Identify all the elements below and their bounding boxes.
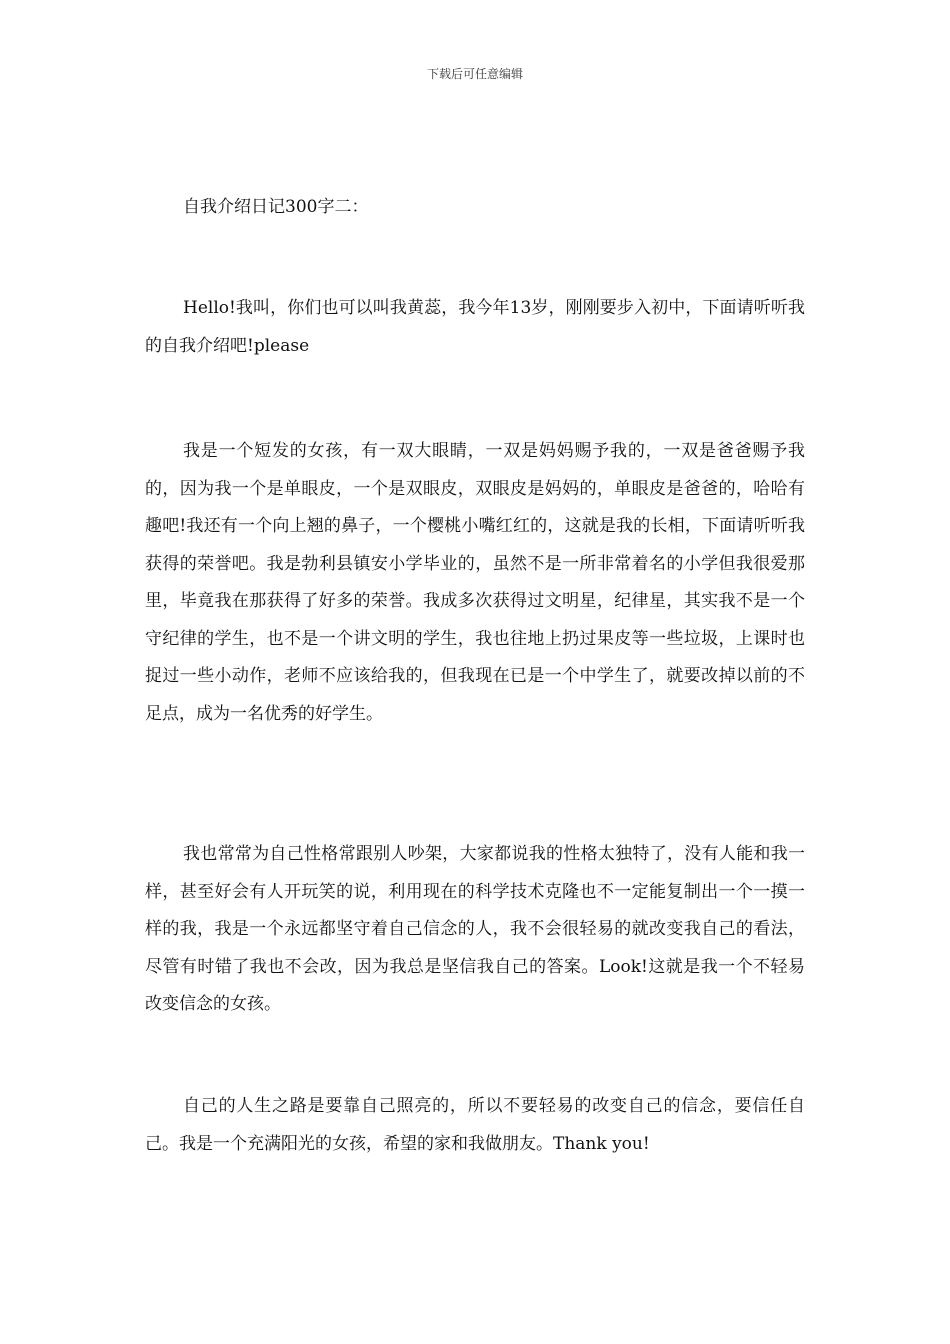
paragraph-intro: Hello!我叫，你们也可以叫我黄蕊，我今年13岁，刚刚要步入初中，下面请听听我的自我介绍吧!please — [145, 298, 805, 356]
document-title: 自我介绍日记300字二： — [183, 197, 369, 217]
page-header: 下载后可任意编辑 — [426, 67, 523, 81]
paragraph-conclusion: 自己的人生之路是要靠自己照亮的，所以不要轻易的改变自己的信念，要信任自己。我是一个充满阳光的女孩，希望的家和我做朋友。Thank you! — [145, 1096, 805, 1154]
paragraph-appearance: 我是一个短发的女孩，有一双大眼睛，一双是妈妈赐予我的，一双是爸爸赐予我的，因为我一个是单眼皮，一个是双眼皮，双眼皮是妈妈的，单眼皮是爸爸的，哈哈有趣吧!我还有一个向上翘的鼻子，一个樱桃小嘴红红的，这就是我的长相，下面请听听我获得的荣誉吧。我是勃利县镇安小学毕业的，虽然不是一所非常着名的小学但我很爱那里，毕竟我在那获得了好多的荣誉。我成多次获得过文明星，纪律星，其实我不是一个守纪律的学生，也不是一个讲文明的学生，我也往地上扔过果皮等一些垃圾，上课时也捉过一些小动作，老师不应该给我的，但我现在已是一个中学生了，就要改掉以前的不足点，成为一名优秀的好学生。 — [145, 441, 805, 724]
paragraph-personality: 我也常常为自己性格常跟别人吵架，大家都说我的性格太独特了，没有人能和我一样，甚至好会有人开玩笑的说，利用现在的科学技术克隆也不一定能复制出一个一摸一样的我，我是一个永远都坚守着自己信念的人，我不会很轻易的就改变我自己的看法，尽管有时错了我也不会改，因为我总是坚信我自己的答案。Look!这就是我一个不轻易改变信念的女孩。 — [145, 844, 805, 1014]
